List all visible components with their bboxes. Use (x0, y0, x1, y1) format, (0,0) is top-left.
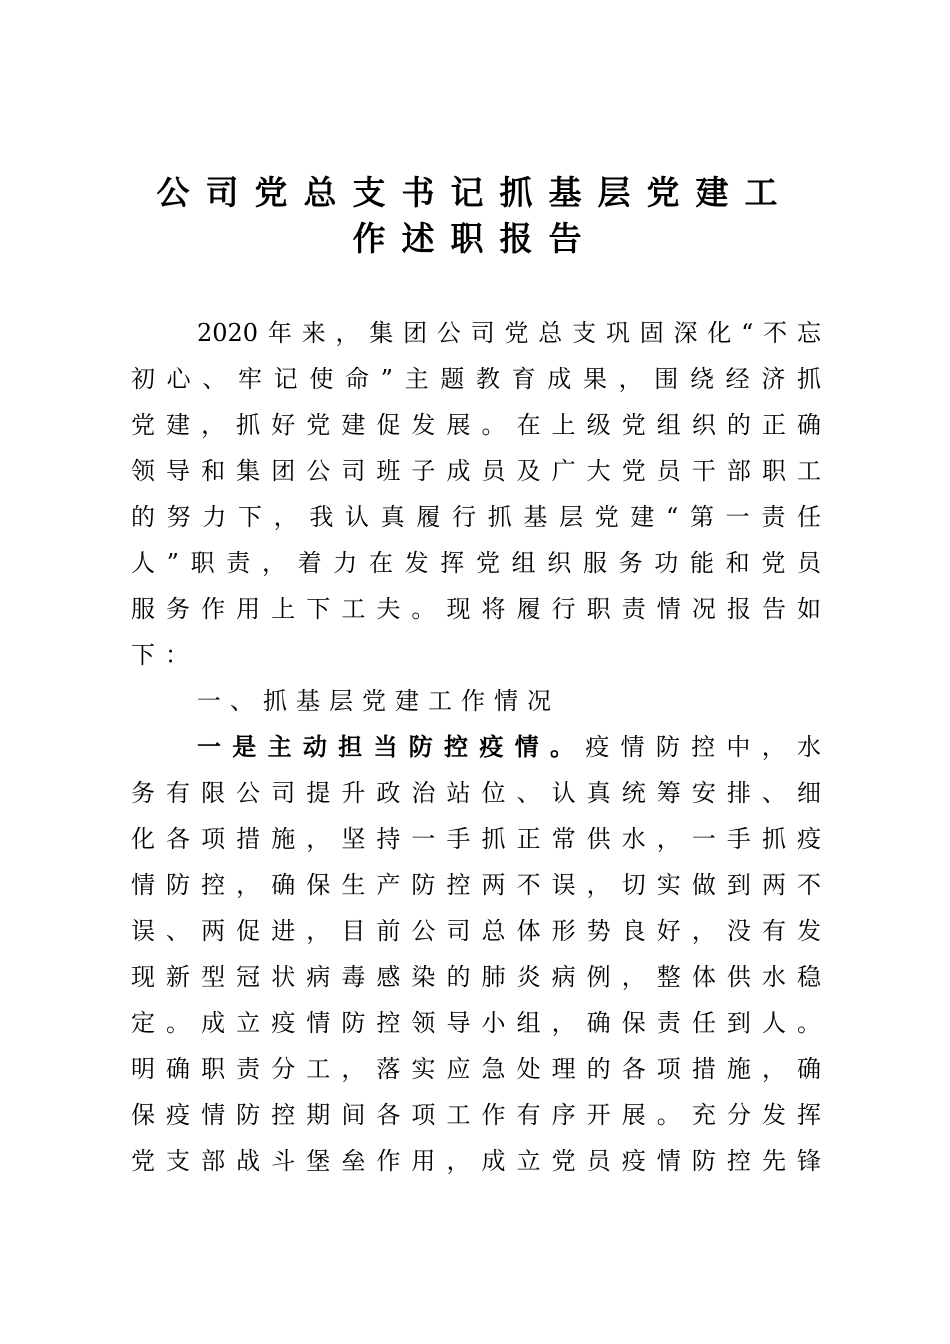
section-1-heading: 一、抓基层党建工作情况 (197, 687, 560, 715)
paragraph-1-line: 领导和集团公司班子成员及广大党员干部职工 (131, 457, 821, 485)
paragraph-1-line: 初心、牢记使命”主题教育成果，围绕经济抓 (131, 365, 821, 393)
document-title-line-1: 公司党总支书记抓基层党建工 (156, 173, 794, 212)
paragraph-2-line: 党支部战斗堡垒作用，成立党员疫情防控先锋 (131, 1147, 821, 1175)
paragraph-2-line: 明确职责分工，落实应急处理的各项措施，确 (131, 1055, 821, 1083)
paragraph-1-line: 服务作用上下工夫。现将履行职责情况报告如 (131, 595, 821, 623)
paragraph-1-line: 下： (131, 641, 199, 669)
paragraph-1-line: 党建，抓好党建促发展。在上级党组织的正确 (131, 411, 821, 439)
paragraph-2-first-rest: 疫情防控中，水 (585, 733, 822, 761)
paragraph-1-line: 的努力下，我认真履行抓基层党建“第一责任 (131, 503, 821, 531)
paragraph-2-line: 现新型冠状病毒感染的肺炎病例，整体供水稳 (131, 963, 821, 991)
paragraph-2-line: 误、两促进，目前公司总体形势良好，没有发 (131, 917, 821, 945)
paragraph-2-line: 化各项措施，坚持一手抓正常供水，一手抓疫 (131, 825, 821, 853)
paragraph-2-line: 定。成立疫情防控领导小组，确保责任到人。 (131, 1009, 821, 1037)
paragraph-1-line: 人”职责，着力在发挥党组织服务功能和党员 (131, 549, 821, 577)
paragraph-2-line: 情防控，确保生产防控两不误，切实做到两不 (131, 871, 821, 899)
paragraph-2-line: 务有限公司提升政治站位、认真统筹安排、细 (131, 779, 821, 807)
paragraph-2-lead: 一是主动担当防控疫情。 (197, 732, 586, 761)
paragraph-1-line: 2020年来，集团公司党总支巩固深化“不忘 (197, 319, 821, 347)
document-title-line-2: 作述职报告 (352, 219, 598, 258)
paragraph-2-line: 保疫情防控期间各项工作有序开展。充分发挥 (131, 1101, 821, 1129)
paragraph-2-first-line (197, 724, 821, 770)
